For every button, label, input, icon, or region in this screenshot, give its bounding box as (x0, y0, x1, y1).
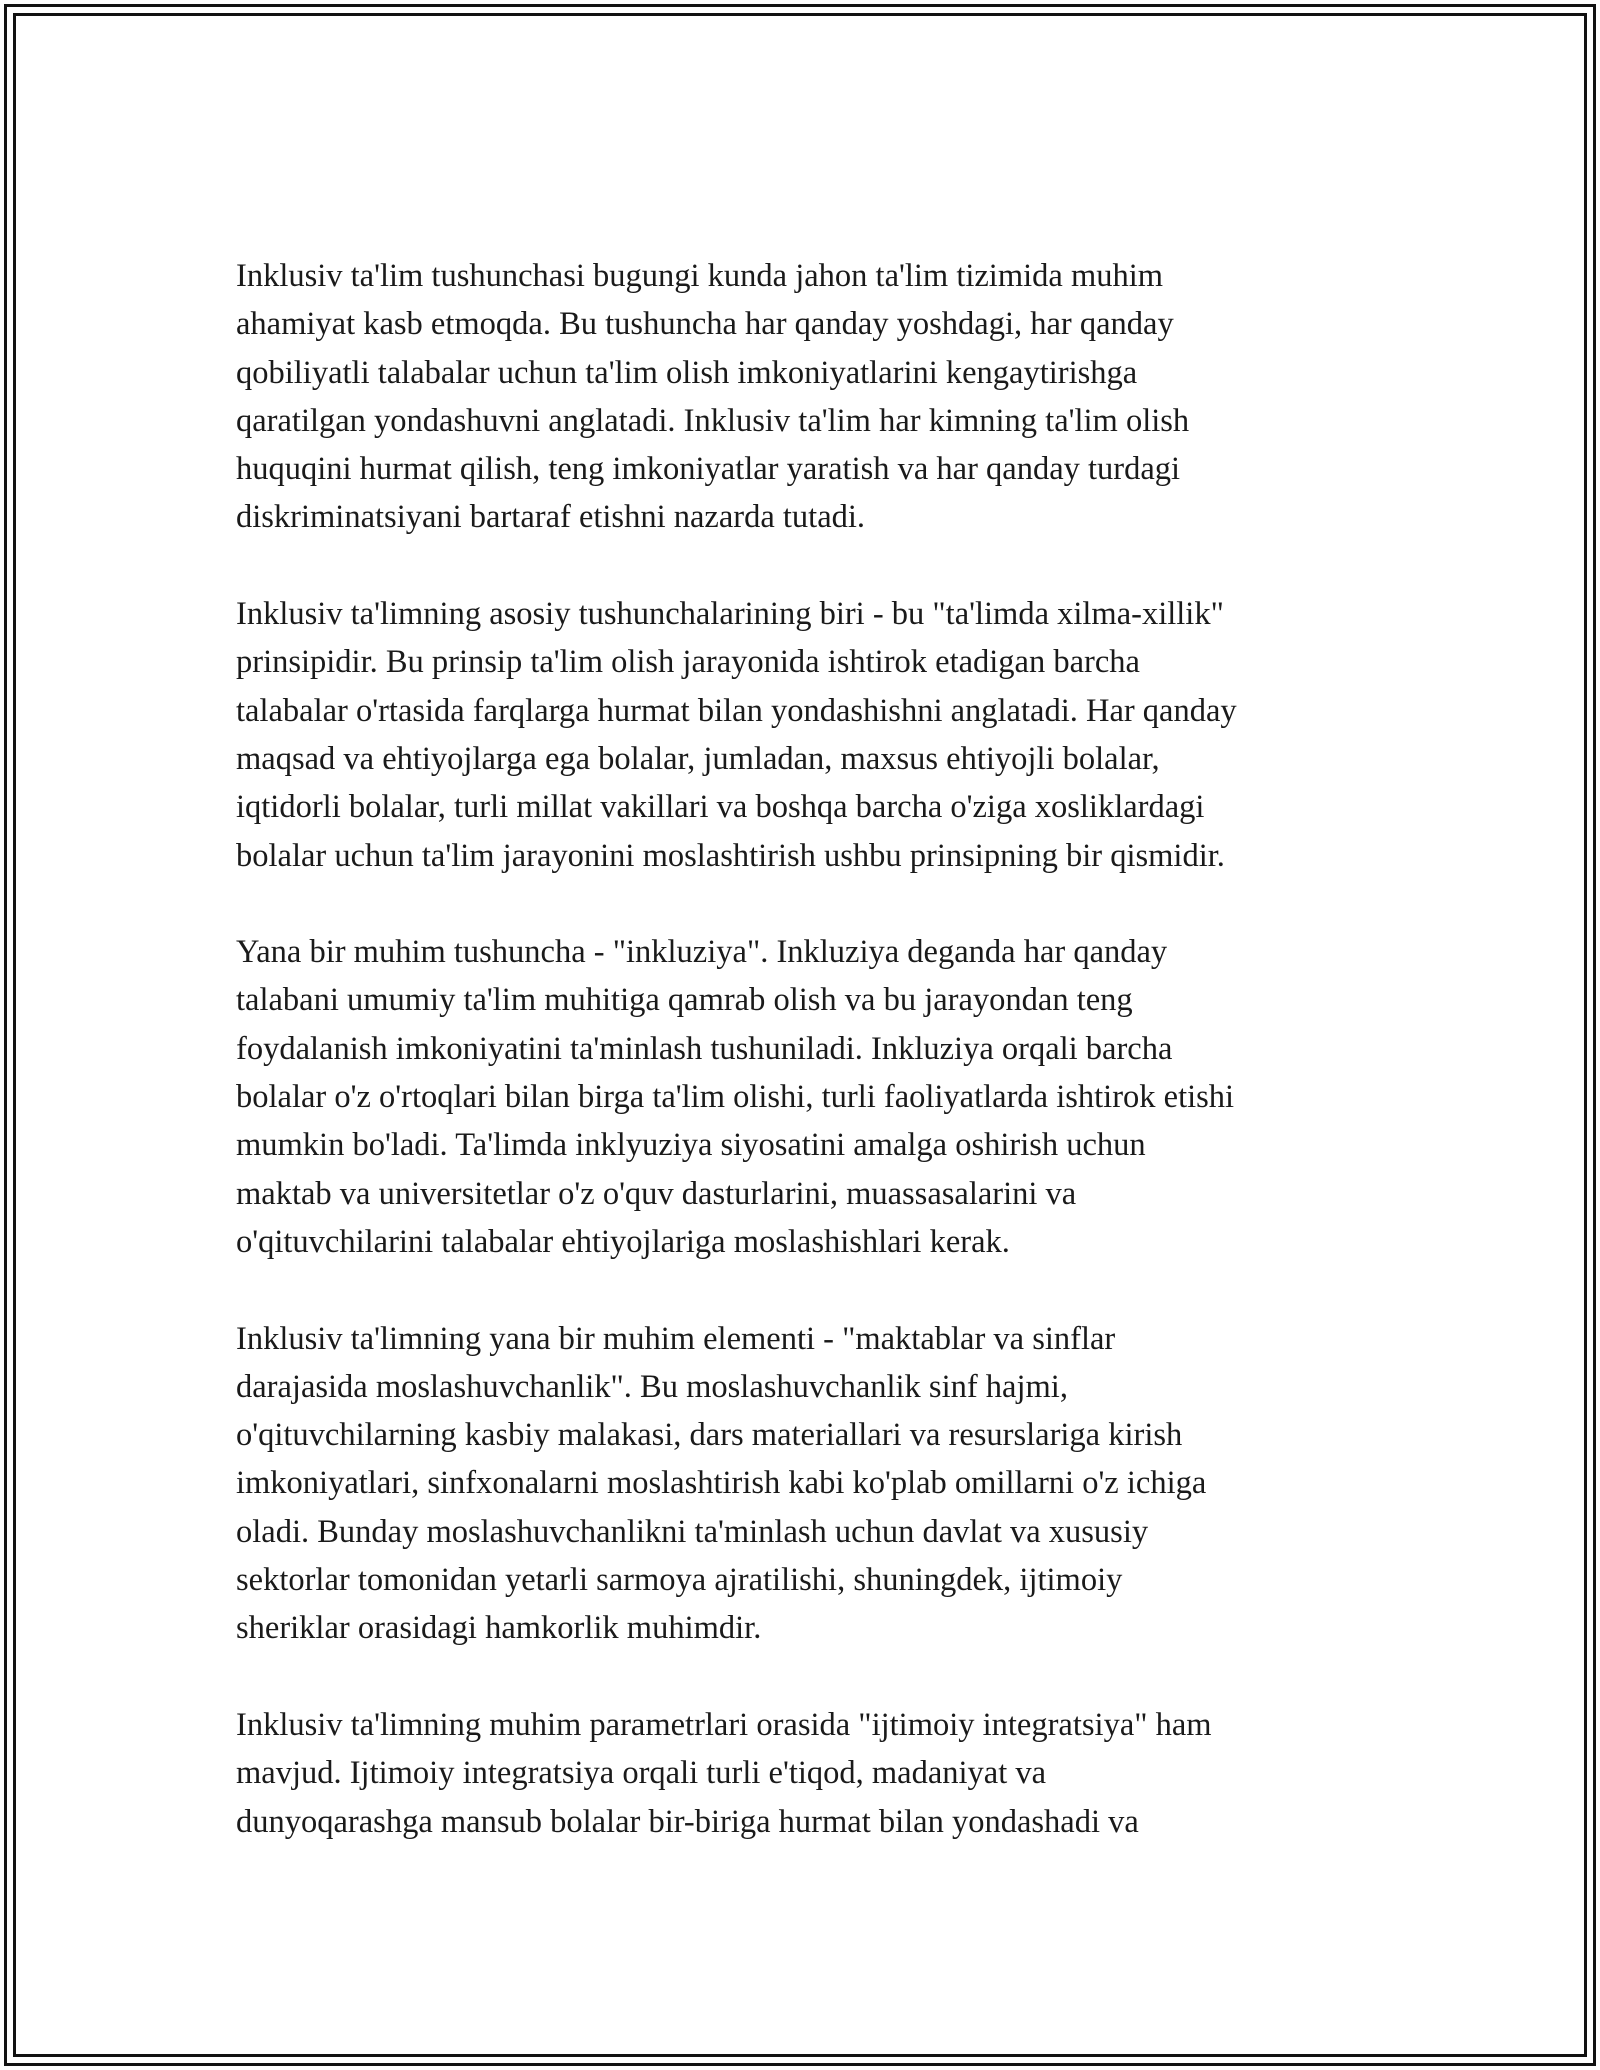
text-line: darajasida moslashuvchanlik". Bu moslashuvchanlik sinf hajmi, (236, 1368, 1068, 1405)
text-line: huquqini hurmat qilish, teng imkoniyatlar yaratish va har qanday turdagi (236, 451, 1181, 488)
text-line: oladi. Bunday moslashuvchanlikni ta'minlash uchun davlat va xususiy (236, 1513, 1149, 1550)
document-body (236, 252, 1396, 1846)
text-line: bolalar uchun ta'lim jarayonini moslashtirish ushbu prinsipning bir qismidir. (236, 837, 1225, 874)
text-line: sheriklar orasidagi hamkorlik muhimdir. (236, 1610, 762, 1647)
text-line: Inklusiv ta'lim tushunchasi bugungi kunda jahon ta'lim tizimida muhim (236, 258, 1164, 294)
text-line: imkoniyatlari, sinfxonalarni moslashtirish kabi ko'plab omillarni o'z ichiga (236, 1465, 1207, 1502)
text-line: o'qituvchilarning kasbiy malakasi, dars materiallari va resurslariga kirish (236, 1417, 1183, 1454)
text-line: Inklusiv ta'limning yana bir muhim elementi - "maktablar va sinflar (236, 1320, 1116, 1357)
text-line: iqtidorli bolalar, turli millat vakillari va boshqa barcha o'ziga xosliklardagi (236, 789, 1205, 826)
text-line: talabalar o'rtasida farqlarga hurmat bilan yondashishni anglatadi. Har qanday (236, 692, 1237, 729)
text-line: maktab va universitetlar o'z o'quv dasturlarini, muassasalarini va (236, 1175, 1077, 1212)
paragraph-2 (236, 590, 1396, 880)
text-line: prinsipidir. Bu prinsip ta'lim olish jarayonida ishtirok etadigan barcha (236, 644, 1140, 681)
paragraph-3 (236, 928, 1396, 1266)
text-line: sektorlar tomonidan yetarli sarmoya ajratilishi, shuningdek, ijtimoiy (236, 1562, 1123, 1599)
text-line: dunyoqarashga mansub bolalar bir-biriga hurmat bilan yondashadi va (236, 1803, 1139, 1840)
text-line: bolalar o'z o'rtoqlari bilan birga ta'lim olishi, turli faoliyatlarda ishtirok etishi (236, 1079, 1235, 1116)
text-line: talabani umumiy ta'lim muhitiga qamrab olish va bu jarayondan teng (236, 982, 1133, 1019)
text-line: qaratilgan yondashuvni anglatadi. Inklusiv ta'lim har kimning ta'lim olish (236, 402, 1190, 439)
paragraph-5 (236, 1701, 1396, 1846)
text-line: qobiliyatli talabalar uchun ta'lim olish imkoniyatlarini kengaytirishga (236, 354, 1138, 391)
text-line: Yana bir muhim tushuncha - "inkluziya". Inkluziya deganda har qanday (236, 934, 1168, 971)
text-line: mavjud. Ijtimoiy integratsiya orqali turli e'tiqod, madaniyat va (236, 1755, 1047, 1792)
text-line: Inklusiv ta'limning asosiy tushunchalarining biri - bu "ta'limda xilma-xillik" (236, 596, 1224, 633)
paragraph-1 (236, 252, 1396, 542)
text-line: foydalanish imkoniyatini ta'minlash tushuniladi. Inkluziya orqali barcha (236, 1030, 1173, 1067)
text-line: ahamiyat kasb etmoqda. Bu tushuncha har qanday yoshdagi, har qanday (236, 306, 1174, 343)
text-line: Inklusiv ta'limning muhim parametrlari orasida "ijtimoiy integratsiya" ham (236, 1706, 1212, 1743)
text-line: maqsad va ehtiyojlarga ega bolalar, jumladan, maxsus ehtiyojli bolalar, (236, 740, 1160, 777)
paragraph-4 (236, 1315, 1396, 1653)
text-line: diskriminatsiyani bartaraf etishni nazarda tutadi. (236, 499, 866, 536)
text-line: mumkin bo'ladi. Ta'limda inklyuziya siyosatini amalga oshirish uchun (236, 1127, 1146, 1164)
text-line: o'qituvchilarini talabalar ehtiyojlariga moslashishlari kerak. (236, 1223, 1010, 1260)
